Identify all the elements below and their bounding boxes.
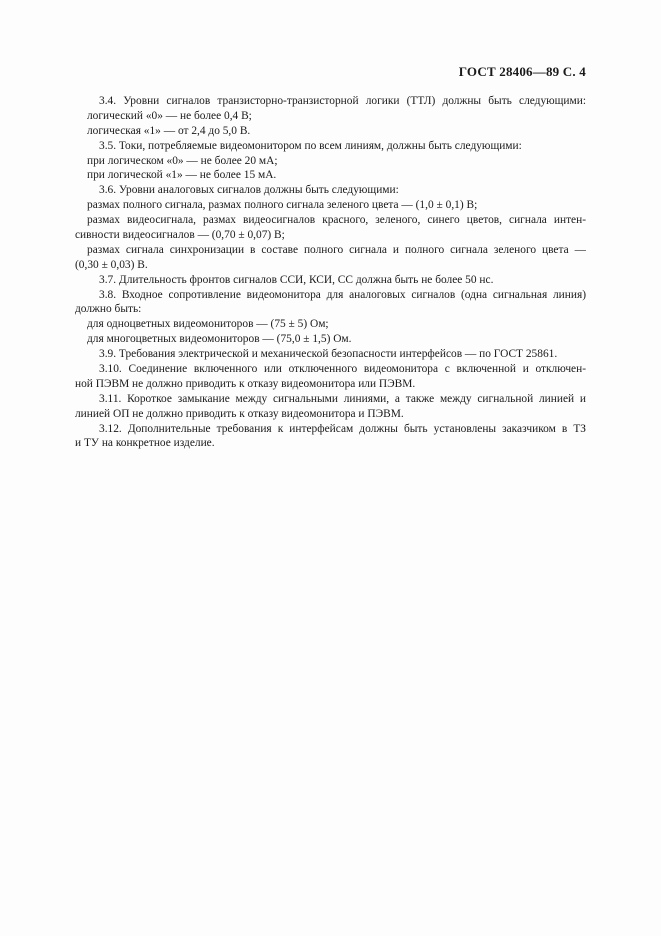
text-line: при логическом «0» — не более 20 мА;	[87, 154, 278, 167]
text-line: ной ПЭВМ не должно приводить к отказу видеомонитора или ПЭВМ.	[75, 377, 416, 390]
document-body	[75, 94, 586, 451]
text-line: 3.6. Уровни аналоговых сигналов должны быть следующими:	[99, 184, 399, 197]
text-line: и ТУ на конкретное изделие.	[75, 437, 215, 450]
text-line: 3.12. Дополнительные требования к интерфейсам должны быть установлены заказчиком в ТЗ	[99, 422, 586, 435]
text-line: (0,30 ± 0,03) В.	[75, 258, 148, 271]
text-line: 3.4. Уровни сигналов транзисторно-транзисторной логики (ТТЛ) должны быть следующими:	[99, 95, 586, 107]
text-line: при логической «1» — не более 15 мА.	[87, 169, 277, 182]
text-line: 3.9. Требования электрической и механической безопасности интерфейсов — по ГОСТ 25861.	[99, 348, 558, 361]
text-line: 3.10. Соединение включенного или отключенного видеомонитора с включенной и отключен-	[99, 363, 586, 376]
text-line: для одноцветных видеомониторов — (75 ± 5) Ом;	[87, 318, 329, 331]
text-line: 3.7. Длительность фронтов сигналов ССИ, КСИ, СС должна быть не более 50 нс.	[99, 273, 494, 286]
text-line: логическая «1» — от 2,4 до 5,0 В.	[87, 124, 251, 137]
text-line: для многоцветных видеомониторов — (75,0 ± 1,5) Ом.	[87, 333, 352, 346]
text-line: размах видеосигнала, размах видеосигналов красного, зеленого, синего цветов, сигнала интен-	[87, 214, 586, 227]
text-line: 3.5. Токи, потребляемые видеомонитором по всем линиям, должны быть следующими:	[99, 139, 522, 152]
text-line: линией ОП не должно приводить к отказу видеомонитора и ПЭВМ.	[75, 407, 404, 420]
text-line: размах полного сигнала, размах полного сигнала зеленого цвета — (1,0 ± 0,1) В;	[87, 199, 478, 212]
text-line: 3.8. Входное сопротивление видеомонитора для аналоговых сигналов (одна сигнальная линия)	[99, 288, 586, 301]
page-header: ГОСТ 28406—89 С. 4	[458, 64, 586, 79]
text-line: сивности видеосигналов — (0,70 ± 0,07) В;	[75, 229, 285, 242]
text-line: должно быть:	[75, 303, 142, 316]
text-line: логический «0» — не более 0,4 В;	[87, 109, 252, 122]
text-line: 3.11. Короткое замыкание между сигнальными линиями, а также между сигнальной линией и	[99, 392, 586, 405]
text-line: размах сигнала синхронизации в составе полного сигнала и полного сигнала зеленого цвета —	[87, 243, 586, 256]
